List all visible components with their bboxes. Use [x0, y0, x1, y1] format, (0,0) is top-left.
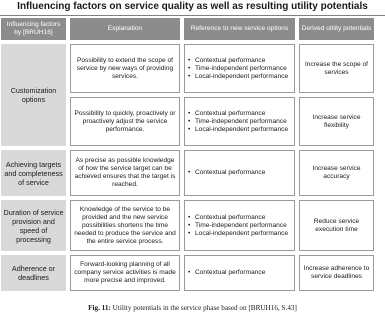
bullet-icon: • — [188, 125, 191, 133]
title-divider — [0, 15, 385, 16]
reference-list — [184, 150, 295, 196]
potential-reduce-execution-time: Reduce service execution time — [299, 200, 374, 251]
explanation-forward-planning: Forward-looking planning of all company service activities is made more precise and improved. — [70, 255, 180, 291]
utility-potentials-table — [1, 18, 384, 301]
factor-adherence-deadlines: Adherence or deadlines — [1, 255, 66, 291]
bullet-icon: • — [188, 56, 191, 64]
potential-increase-accuracy: Increase service accuracy — [299, 150, 374, 196]
bullet-icon: • — [188, 221, 191, 229]
reference-item: • Time-independent performance — [188, 117, 287, 125]
potential-increase-adherence: Increase adherence to service deadlines — [299, 255, 374, 291]
reference-item: • Contextual performance — [188, 213, 266, 221]
reference-item: • Contextual performance — [188, 109, 266, 117]
reference-list — [184, 97, 295, 146]
header-explanation: Explanation — [70, 18, 180, 40]
potential-increase-scope: Increase the scope of services — [299, 44, 374, 93]
factor-customization-options: Customization options — [1, 44, 66, 146]
bullet-icon: • — [188, 109, 191, 117]
potential-increase-flexibility: Increase service flexibility — [299, 97, 374, 146]
reference-item: • Contextual performance — [188, 56, 266, 64]
bullet-icon: • — [188, 213, 191, 221]
reference-list — [184, 255, 295, 291]
figure-caption — [0, 303, 385, 314]
figure-caption-text: Utility potentials in the service phase based on [BRUH16, S.43] — [110, 304, 297, 312]
factor-achieving-targets: Achieving targets and completeness of service — [1, 150, 66, 196]
header-influencing-factors: Influencing factors by [BRUH16] — [1, 18, 66, 40]
figure-title: Influencing factors on service quality as well as resulting utility potentials — [17, 1, 368, 12]
figure-label: Fig. 11: — [88, 304, 111, 312]
bullet-icon: • — [188, 64, 191, 72]
reference-item: • Contextual performance — [188, 269, 266, 276]
factor-duration-speed: Duration of service provision and speed of processing — [1, 200, 66, 251]
explanation-adjust-performance: Possibility to quickly, proactively or proactively adjust the service performance. — [70, 97, 180, 146]
bullet-icon: • — [188, 269, 191, 276]
reference-item: • Local-independent performance — [188, 72, 289, 80]
reference-item: • Contextual performance — [188, 169, 266, 176]
explanation-shorten-time: Knowledge of the service to be provided and the new service possibilities shortens the time needed to produce the service and the entire service process. — [70, 200, 180, 251]
reference-list — [184, 44, 295, 93]
bullet-icon: • — [188, 72, 191, 80]
reference-item: • Time-independent performance — [188, 221, 287, 229]
explanation-extend-scope: Possibility to extend the scope of service by new ways of providing services. — [70, 44, 180, 93]
reference-item: • Time-independent performance — [188, 64, 287, 72]
bullet-icon: • — [188, 229, 191, 237]
reference-item: • Local-independent performance — [188, 229, 289, 237]
reference-list — [184, 200, 295, 251]
header-reference-service-options: Reference to new service options — [184, 18, 295, 40]
bullet-icon: • — [188, 169, 191, 176]
reference-item: • Local-independent performance — [188, 125, 289, 133]
explanation-target-knowledge: As precise as possible knowledge of how the service target can be achieved ensures that the target is reached. — [70, 150, 180, 196]
bullet-icon: • — [188, 117, 191, 125]
header-derived-utility-potentials: Derived utility potentials — [299, 18, 374, 40]
